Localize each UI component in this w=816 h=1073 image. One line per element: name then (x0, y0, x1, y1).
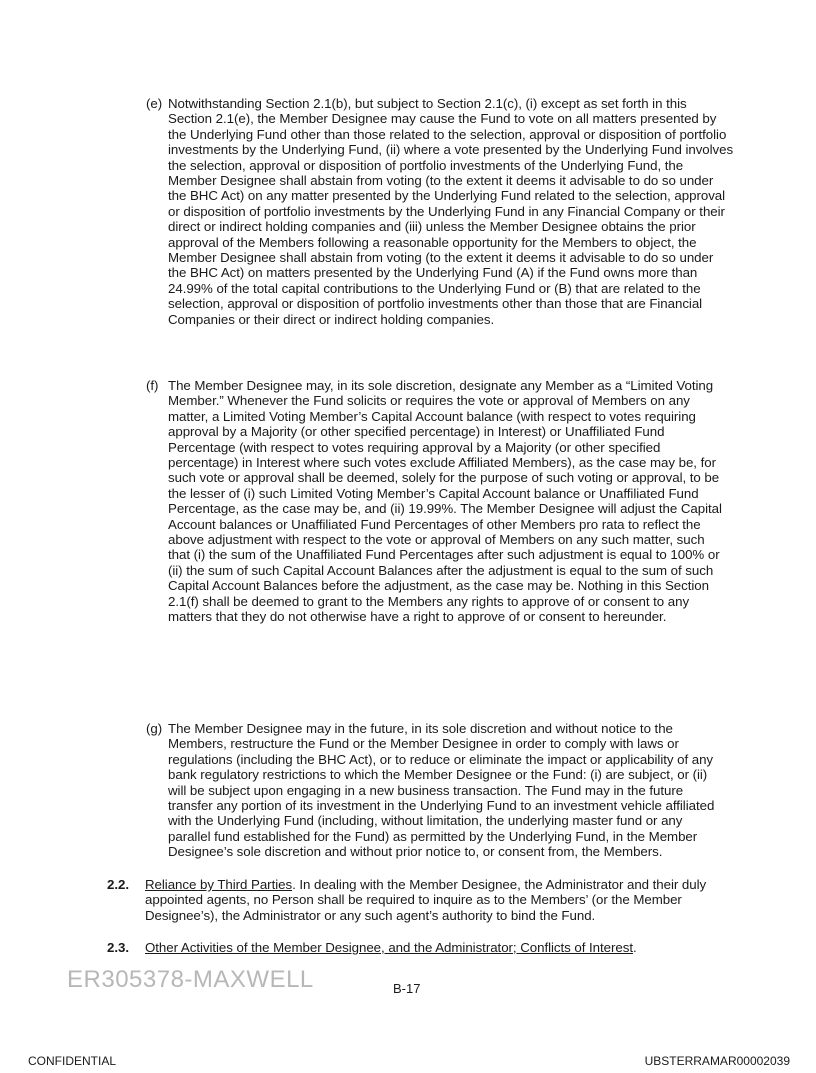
exhibit-stamp: ER305378-MAXWELL (67, 966, 314, 993)
paragraph-f-text: The Member Designee may, in its sole discretion, designate any Member as a “Limited Voting Member.” Whenever the Fund solicits or requires the vote or approval of Members on any matter, a Limited Voting Member’s Capital Account balance (with respect to votes requiring approval by a Majority (or other specified percentage) in Interest) or Unaffiliated Fund Percentage (with respect to votes requiring approval by a Majority (or other specified percentage) in Interest where such votes exclude Affiliated Members), as the case may be, for such vote or approval shall be deemed, solely for the purpose of such voting or approval, to be the lesser of (i) such Limited Voting Member’s Capital Account balance or Unaffiliated Fund Percentage, as the case may be, and (ii) 19.99%. The Member Designee will adjust the Capital Account balances or Unaffiliated Fund Percentages of other Members pro rata to reflect the above adjustment with respect to the vote or approval of Members on any such matter, such that (i) the sum of the Unaffiliated Fund Percentages after such adjustment is equal to 100% or (ii) the sum of such Capital Account Balances after the adjustment is equal to the sum of such Capital Account Balances before the adjustment, as the case may be. Nothing in this Section 2.1(f) shall be deemed to grant to the Members any rights to approve of or consent to any matters that they do not otherwise have a right to approve of or consent to hereunder. (168, 378, 722, 625)
section-2-3 (107, 940, 735, 955)
confidential-label: CONFIDENTIAL (28, 1054, 117, 1068)
paragraph-g-text: The Member Designee may in the future, in its sole discretion and without notice to the Members, restructure the Fund or the Member Designee in order to comply with laws or regulations (including the BHC Act), or to reduce or eliminate the impact or applicability of any bank regulatory restrictions to which the Member Designee or the Fund: (i) are subject, or (ii) will be subject upon engaging in a new business transaction. The Fund may in the future transfer any portion of its investment in the Underlying Fund to an investment vehicle affiliated with the Underlying Fund (including, without limitation, the underlying master fund or any parallel fund established for the Fund) as permitted by the Underlying Fund, in the Member Designee’s sole discretion and without prior notice to, or consent from, the Members. (168, 721, 715, 860)
section-2-3-number: 2.3. (107, 940, 129, 955)
section-2-2-number: 2.2. (107, 877, 129, 892)
section-2-2-body (145, 877, 735, 923)
section-2-2-heading: Reliance by Third Parties (145, 877, 293, 892)
bates-number: UBSTERRAMAR00002039 (644, 1054, 790, 1068)
section-2-3-heading: Other Activities of the Member Designee, and the Administrator; Conflicts of Interest (145, 940, 633, 955)
section-2-3-body (145, 940, 735, 955)
paragraph-e (146, 96, 734, 327)
paragraph-g-label: (g) (146, 721, 163, 736)
page-number: B-17 (393, 981, 421, 996)
section-2-2-text: . In dealing with the Member Designee, the Administrator and their duly appointed agents, no Person shall be required to inquire as to the Members’ (or the Member Designee’s), the Administrator or any such agent’s authority to bind the Fund. (145, 877, 707, 923)
section-2-3-text: . (632, 940, 637, 955)
section-2-2 (107, 877, 735, 923)
paragraph-g (146, 721, 728, 860)
paragraph-e-label: (e) (146, 96, 163, 111)
paragraph-f-label: (f) (146, 378, 159, 393)
paragraph-f (146, 378, 728, 625)
paragraph-e-text: Notwithstanding Section 2.1(b), but subject to Section 2.1(c), (i) except as set forth in this Section 2.1(e), the Member Designee may cause the Fund to vote on all matters presented by the Underlying Fund other than those related to the selection, approval or disposition of portfolio investments by the Underlying Fund, (ii) where a vote presented by the Underlying Fund involves the selection, approval or disposition of portfolio investments of the Underlying Fund, the Member Designee shall abstain from voting (to the extent it deems it advisable to do so under the BHC Act) on any matter presented by the Underlying Fund related to the selection, approval or disposition of portfolio investments by the Underlying Fund in any Financial Company or their direct or indirect holding companies and (iii) unless the Member Designee obtains the prior approval of the Members following a reasonable opportunity for the Members to object, the Member Designee shall abstain from voting (to the extent it deems it advisable to do so under the BHC Act) on matters presented by the Underlying Fund (A) if the Fund owns more than 24.99% of the total capital contributions to the Underlying Fund or (B) that are related to the selection, approval or disposition of portfolio investments other than those that are Financial Companies or their direct or indirect holding companies. (168, 96, 734, 327)
